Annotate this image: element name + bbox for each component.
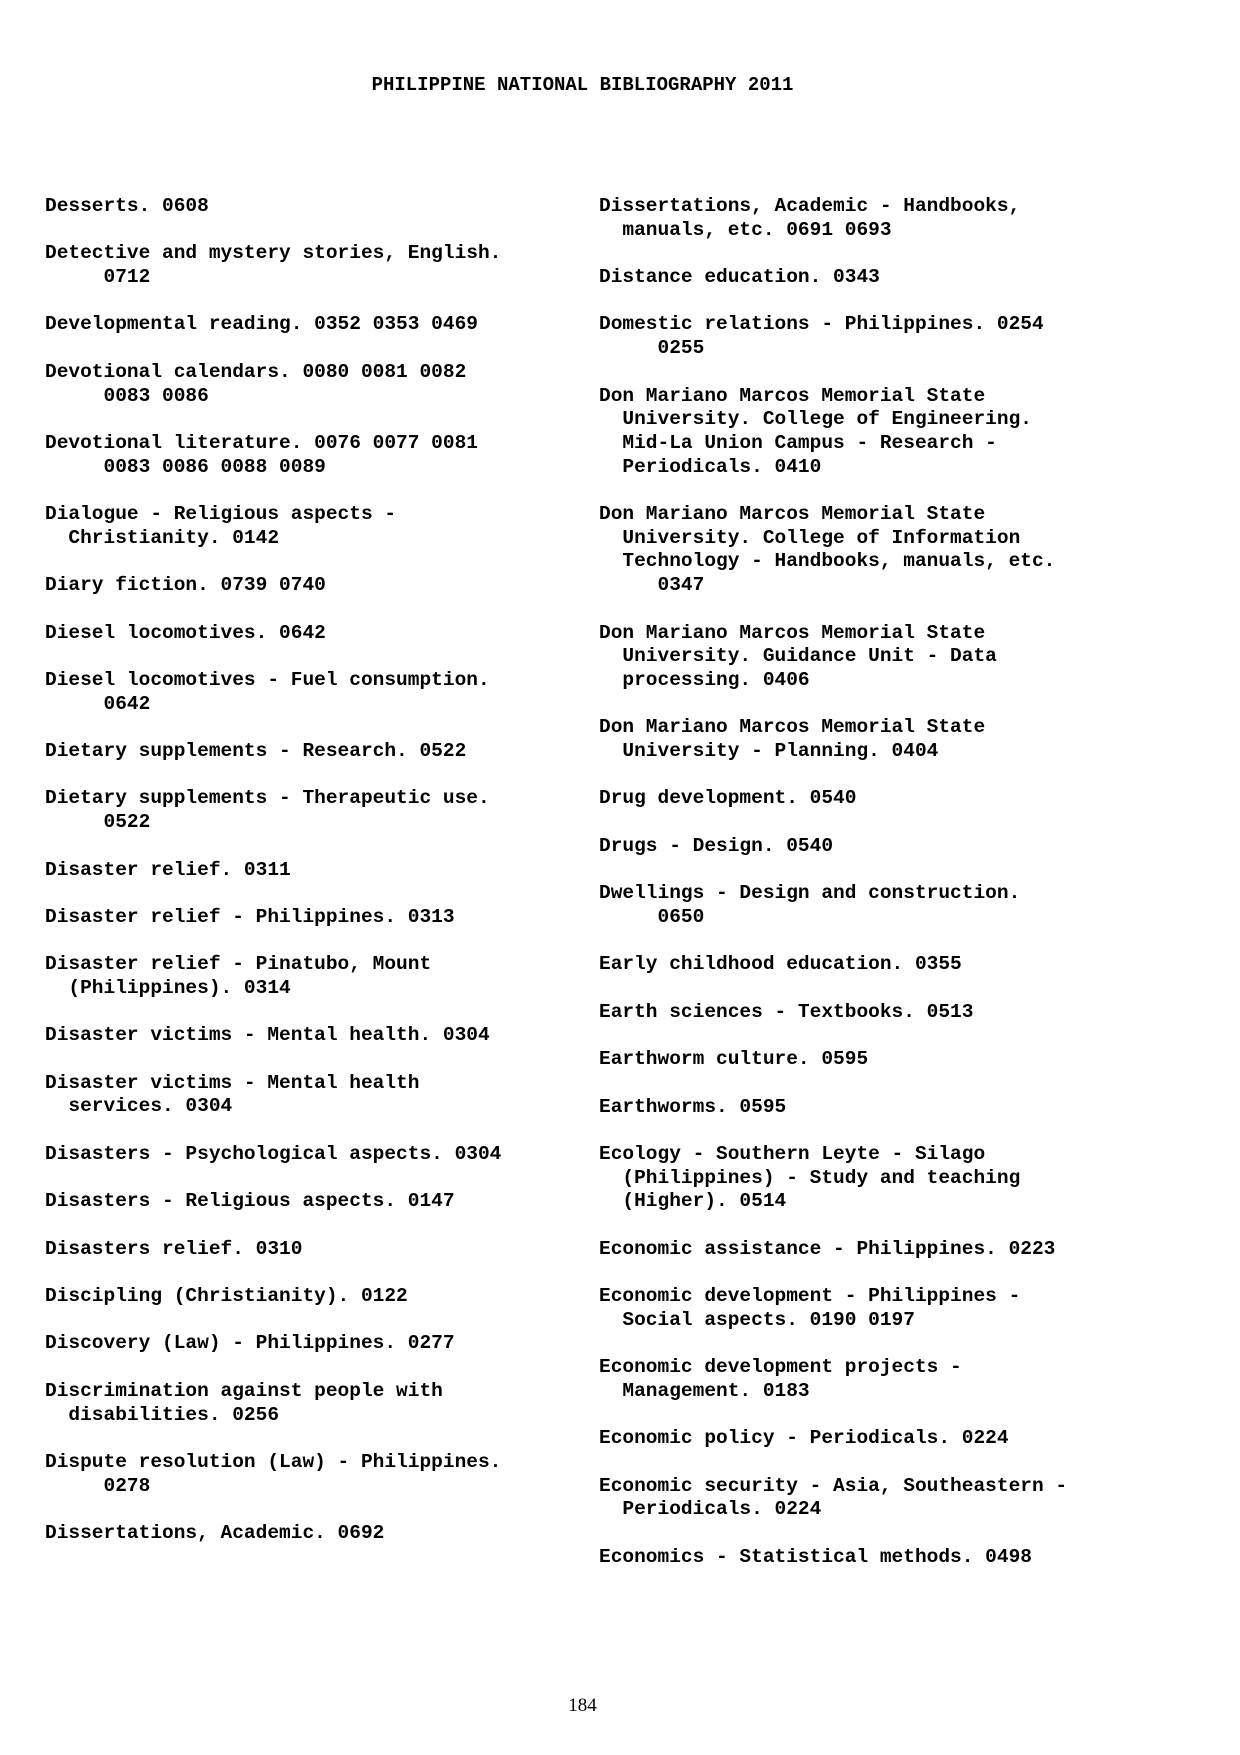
index-entry: Discrimination against people with disabilities. 0256 xyxy=(45,1379,443,1426)
index-column-right xyxy=(599,195,1159,1593)
index-entry: Don Mariano Marcos Memorial State University - Planning. 0404 xyxy=(599,716,986,763)
index-entry: Economic development projects - Management. 0183 xyxy=(599,1356,962,1402)
index-entry: Drugs - Design. 0540 xyxy=(599,834,834,857)
index-entry: Detective and mystery stories, English. 0712 xyxy=(45,242,502,289)
index-entry: Disasters - Religious aspects. 0147 xyxy=(45,1190,455,1213)
index-entry: Devotional literature. 0076 0077 0081 0083 0086 0088 0089 xyxy=(45,431,478,478)
index-entry: Disasters relief. 0310 xyxy=(45,1237,303,1260)
index-column-left xyxy=(45,195,565,1569)
index-entry: Earthworms. 0595 xyxy=(599,1095,787,1118)
index-entry: Disasters - Psychological aspects. 0304 xyxy=(45,1142,502,1165)
index-entry: Drug development. 0540 xyxy=(599,787,857,810)
index-entry: Disaster relief - Pinatubo, Mount (Philippines). 0314 xyxy=(45,953,432,999)
index-entry: Dialogue - Religious aspects - Christianity. 0142 xyxy=(45,503,397,549)
index-entry: Dietary supplements - Therapeutic use. 0522 xyxy=(45,787,490,834)
index-entry: Devotional calendars. 0080 0081 0082 0083 0086 xyxy=(45,360,467,407)
index-entry: Desserts. 0608 xyxy=(45,195,209,217)
index-entry: Disaster relief - Philippines. 0313 xyxy=(45,905,455,928)
index-entry: Dissertations, Academic. 0692 xyxy=(45,1522,385,1545)
index-entry: Diary fiction. 0739 0740 xyxy=(45,574,326,597)
page-title: PHILIPPINE NATIONAL BIBLIOGRAPHY 2011 xyxy=(371,74,794,96)
index-entry: Diesel locomotives. 0642 xyxy=(45,621,326,644)
index-entry: Earth sciences - Textbooks. 0513 xyxy=(599,1000,974,1023)
index-entry: Dispute resolution (Law) - Philippines. 0278 xyxy=(45,1450,502,1497)
index-entry: Dwellings - Design and construction. 0650 xyxy=(599,882,1021,928)
index-entry: Discovery (Law) - Philippines. 0277 xyxy=(45,1332,455,1355)
index-entry: Economic security - Asia, Southeastern - Periodicals. 0224 xyxy=(599,1474,1068,1521)
index-entry: Economic policy - Periodicals. 0224 xyxy=(599,1427,1009,1450)
index-entry: Don Mariano Marcos Memorial State University. College of Information Technology - Handbooks, manuals, etc. 0347 xyxy=(599,503,1056,597)
index-entry: Diesel locomotives - Fuel consumption. 0642 xyxy=(45,668,490,715)
index-entry: Dietary supplements - Research. 0522 xyxy=(45,740,467,763)
index-entry: Economic development - Philippines - Social aspects. 0190 0197 xyxy=(599,1285,1021,1331)
index-entry: Don Mariano Marcos Memorial State University. Guidance Unit - Data processing. 0406 xyxy=(599,621,997,691)
index-entry: Discipling (Christianity). 0122 xyxy=(45,1285,408,1308)
index-entry: Disaster victims - Mental health services. 0304 xyxy=(45,1071,420,1118)
index-entry: Domestic relations - Philippines. 0254 0255 xyxy=(599,313,1044,360)
index-entry: Developmental reading. 0352 0353 0469 xyxy=(45,313,478,336)
index-entry: Early childhood education. 0355 xyxy=(599,953,962,976)
index-entry: Economic assistance - Philippines. 0223 xyxy=(599,1237,1056,1260)
index-entry: Disaster relief. 0311 xyxy=(45,858,291,881)
index-entry: Ecology - Southern Leyte - Silago (Philippines) - Study and teaching (Higher). 0514 xyxy=(599,1142,1021,1213)
index-entry: Don Mariano Marcos Memorial State University. College of Engineering. Mid-La Union Campus - Research - Periodicals. 0410 xyxy=(599,384,1032,478)
index-entry: Dissertations, Academic - Handbooks, manuals, etc. 0691 0693 xyxy=(599,195,1021,241)
index-entry: Disaster victims - Mental health. 0304 xyxy=(45,1024,490,1047)
index-entry: Earthworm culture. 0595 xyxy=(599,1048,869,1071)
index-entry: Economics - Statistical methods. 0498 xyxy=(599,1545,1032,1568)
index-entry: Distance education. 0343 xyxy=(599,266,880,289)
page-number: 184 xyxy=(568,1695,597,1716)
